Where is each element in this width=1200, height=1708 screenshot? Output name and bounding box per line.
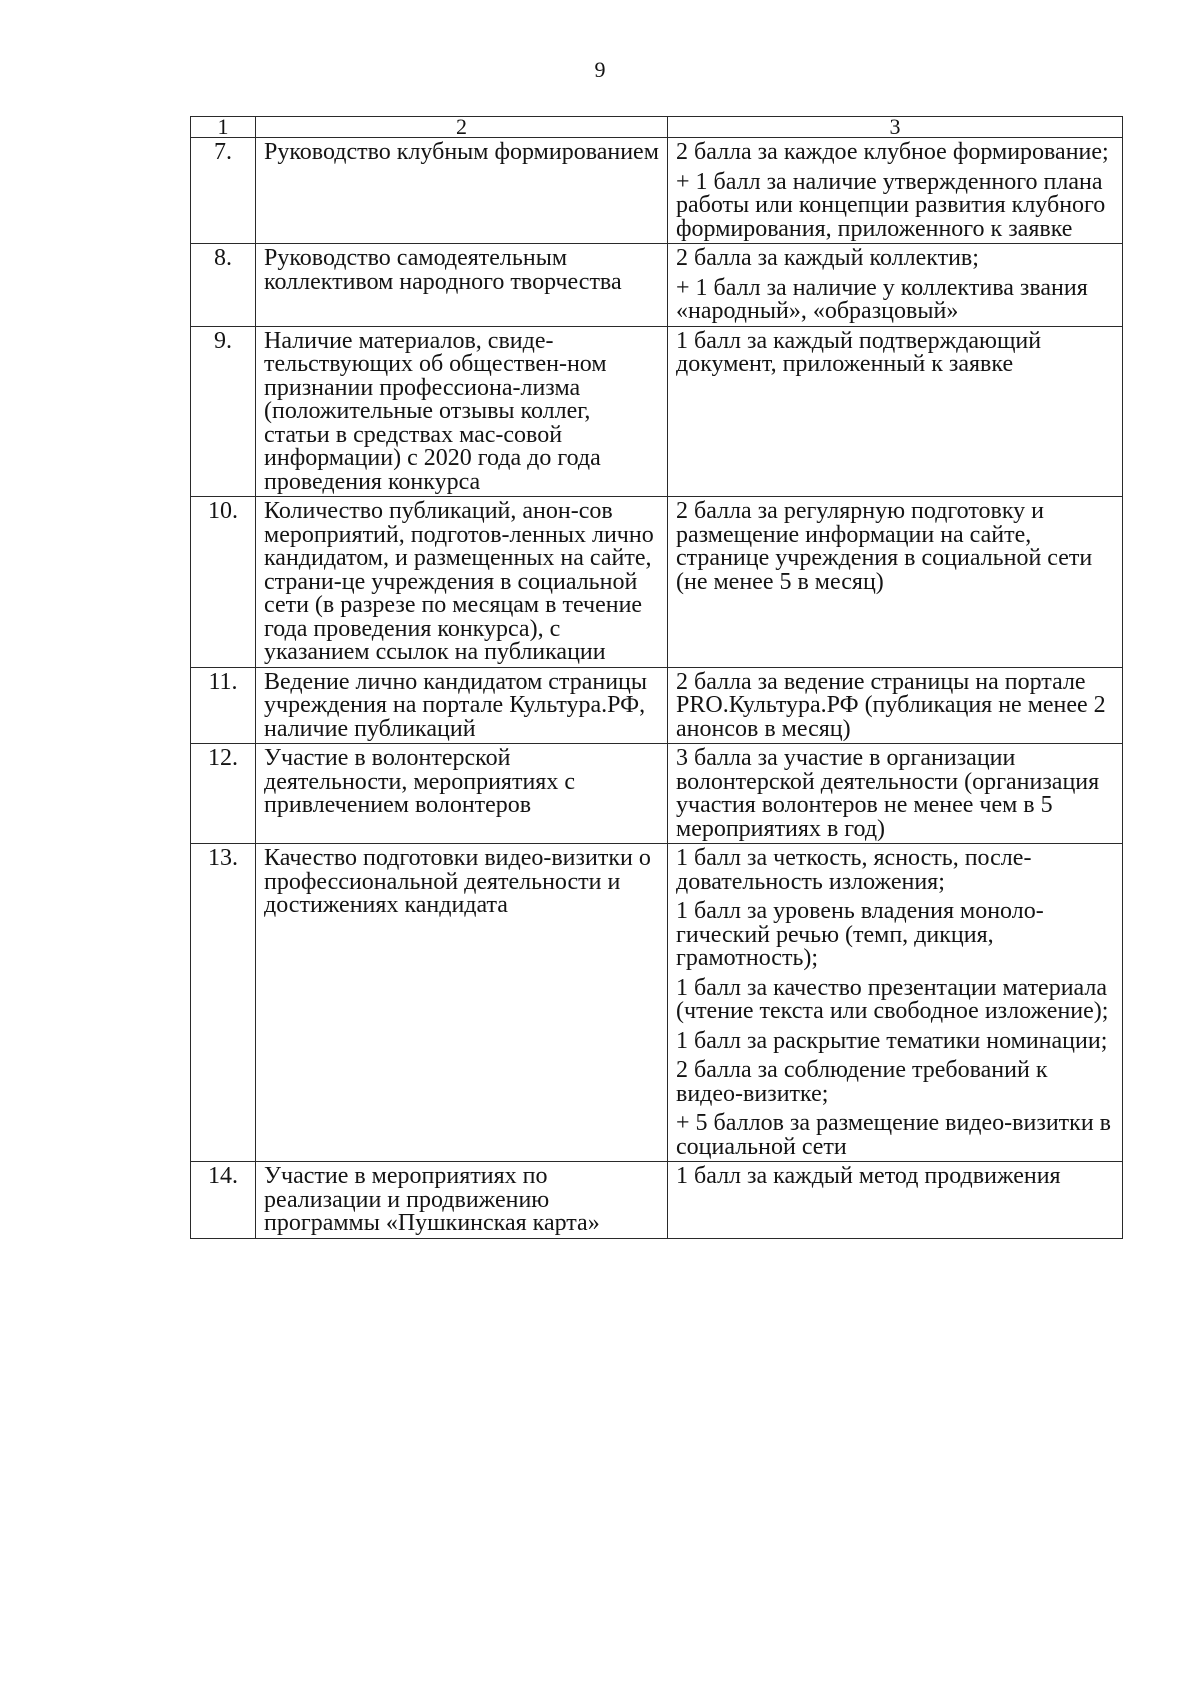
criterion-text: Количество публикаций, анон-сов мероприятий, подготов-ленных лично кандидатом, и размещенных на сайте, страни-це учреждения в социальной сети (в разрезе по месяцам в течение года проведения конкурса), с указанием ссылок на публикации xyxy=(256,497,668,668)
row-number: 7. xyxy=(191,138,256,244)
row-number: 13. xyxy=(191,844,256,1162)
criterion-text: Руководство самодеятельным коллективом народного творчества xyxy=(256,244,668,327)
score-cell xyxy=(668,667,1123,744)
row-number: 14. xyxy=(191,1162,256,1239)
criterion-text: Качество подготовки видео-визитки о профессиональной деятельности и достижениях кандидата xyxy=(256,844,668,1162)
column-header-number: 1 xyxy=(191,117,256,138)
table-row xyxy=(191,497,1123,668)
score-cell xyxy=(668,1162,1123,1239)
criterion-text: Участие в мероприятиях по реализации и продвижению программы «Пушкинская карта» xyxy=(256,1162,668,1239)
score-cell xyxy=(668,744,1123,844)
score-rule: 2 балла за соблюдение требований к видео-визитке; xyxy=(676,1057,1048,1107)
table-row xyxy=(191,326,1123,497)
score-rule: 2 балла за каждое клубное формирование; xyxy=(676,139,1109,165)
score-rule: + 1 балл за наличие у коллектива звания «народный», «образцовый» xyxy=(676,274,1088,324)
table-row xyxy=(191,244,1123,327)
score-cell xyxy=(668,497,1123,668)
column-header-criterion: 2 xyxy=(256,117,668,138)
row-number: 12. xyxy=(191,744,256,844)
row-number: 8. xyxy=(191,244,256,327)
table-row xyxy=(191,667,1123,744)
criterion-text: Руководство клубным формированием xyxy=(256,138,668,244)
column-header-score: 3 xyxy=(668,117,1123,138)
table-row xyxy=(191,138,1123,244)
score-rule: + 5 баллов за размещение видео-визитки в социальной сети xyxy=(676,1110,1111,1160)
score-rule: + 1 балл за наличие утвержденного плана работы или концепции развития клубного формирования, приложенного к заявке xyxy=(676,168,1106,242)
criterion-text: Ведение лично кандидатом страницы учреждения на портале Культура.РФ, наличие публикаций xyxy=(256,667,668,744)
table-row xyxy=(191,844,1123,1162)
score-rule: 1 балл за уровень владения моноло-гический речью (темп, дикция, грамотность); xyxy=(676,898,1044,971)
score-rule: 1 балл за качество презентации материала (чтение текста или свободное изложение); xyxy=(676,974,1109,1024)
row-number: 11. xyxy=(191,667,256,744)
table-row xyxy=(191,1162,1123,1239)
score-cell xyxy=(668,844,1123,1162)
page-number: 9 xyxy=(594,57,606,82)
score-cell xyxy=(668,138,1123,244)
row-number: 9. xyxy=(191,326,256,497)
score-rule: 2 балла за ведение страницы на портале PRO.Культура.РФ (публикация не менее 2 анонсов в месяц) xyxy=(676,668,1106,742)
score-rule: 2 балла за регулярную подготовку и размещение информации на сайте, странице учреждения в социальной сети (не менее 5 в месяц) xyxy=(676,498,1093,595)
table-header-row xyxy=(191,117,1123,138)
score-rule: 1 балл за раскрытие тематики номинации; xyxy=(676,1027,1108,1054)
score-rule: 3 балла за участие в организации волонтерской деятельности (организация участия волонтеров не менее чем в 5 мероприятиях в год) xyxy=(676,745,1100,842)
criteria-table xyxy=(190,116,1123,1239)
score-rule: 1 балл за четкость, ясность, после-довательность изложения; xyxy=(676,845,1032,895)
table-row xyxy=(191,744,1123,844)
score-cell xyxy=(668,326,1123,497)
criterion-text: Наличие материалов, свиде-тельствующих об обществен-ном признании профессиона-лизма (положительные отзывы коллег, статьи в средствах мас-совой информации) с 2020 года до года проведения конкурса xyxy=(256,326,668,497)
criterion-text: Участие в волонтерской деятельности, мероприятиях с привлечением волонтеров xyxy=(256,744,668,844)
score-rule: 2 балла за каждый коллектив; xyxy=(676,245,979,271)
score-rule: 1 балл за каждый метод продвижения xyxy=(676,1163,1061,1189)
score-cell xyxy=(668,244,1123,327)
score-rule: 1 балл за каждый подтверждающий документ, приложенный к заявке xyxy=(676,327,1042,377)
row-number: 10. xyxy=(191,497,256,668)
